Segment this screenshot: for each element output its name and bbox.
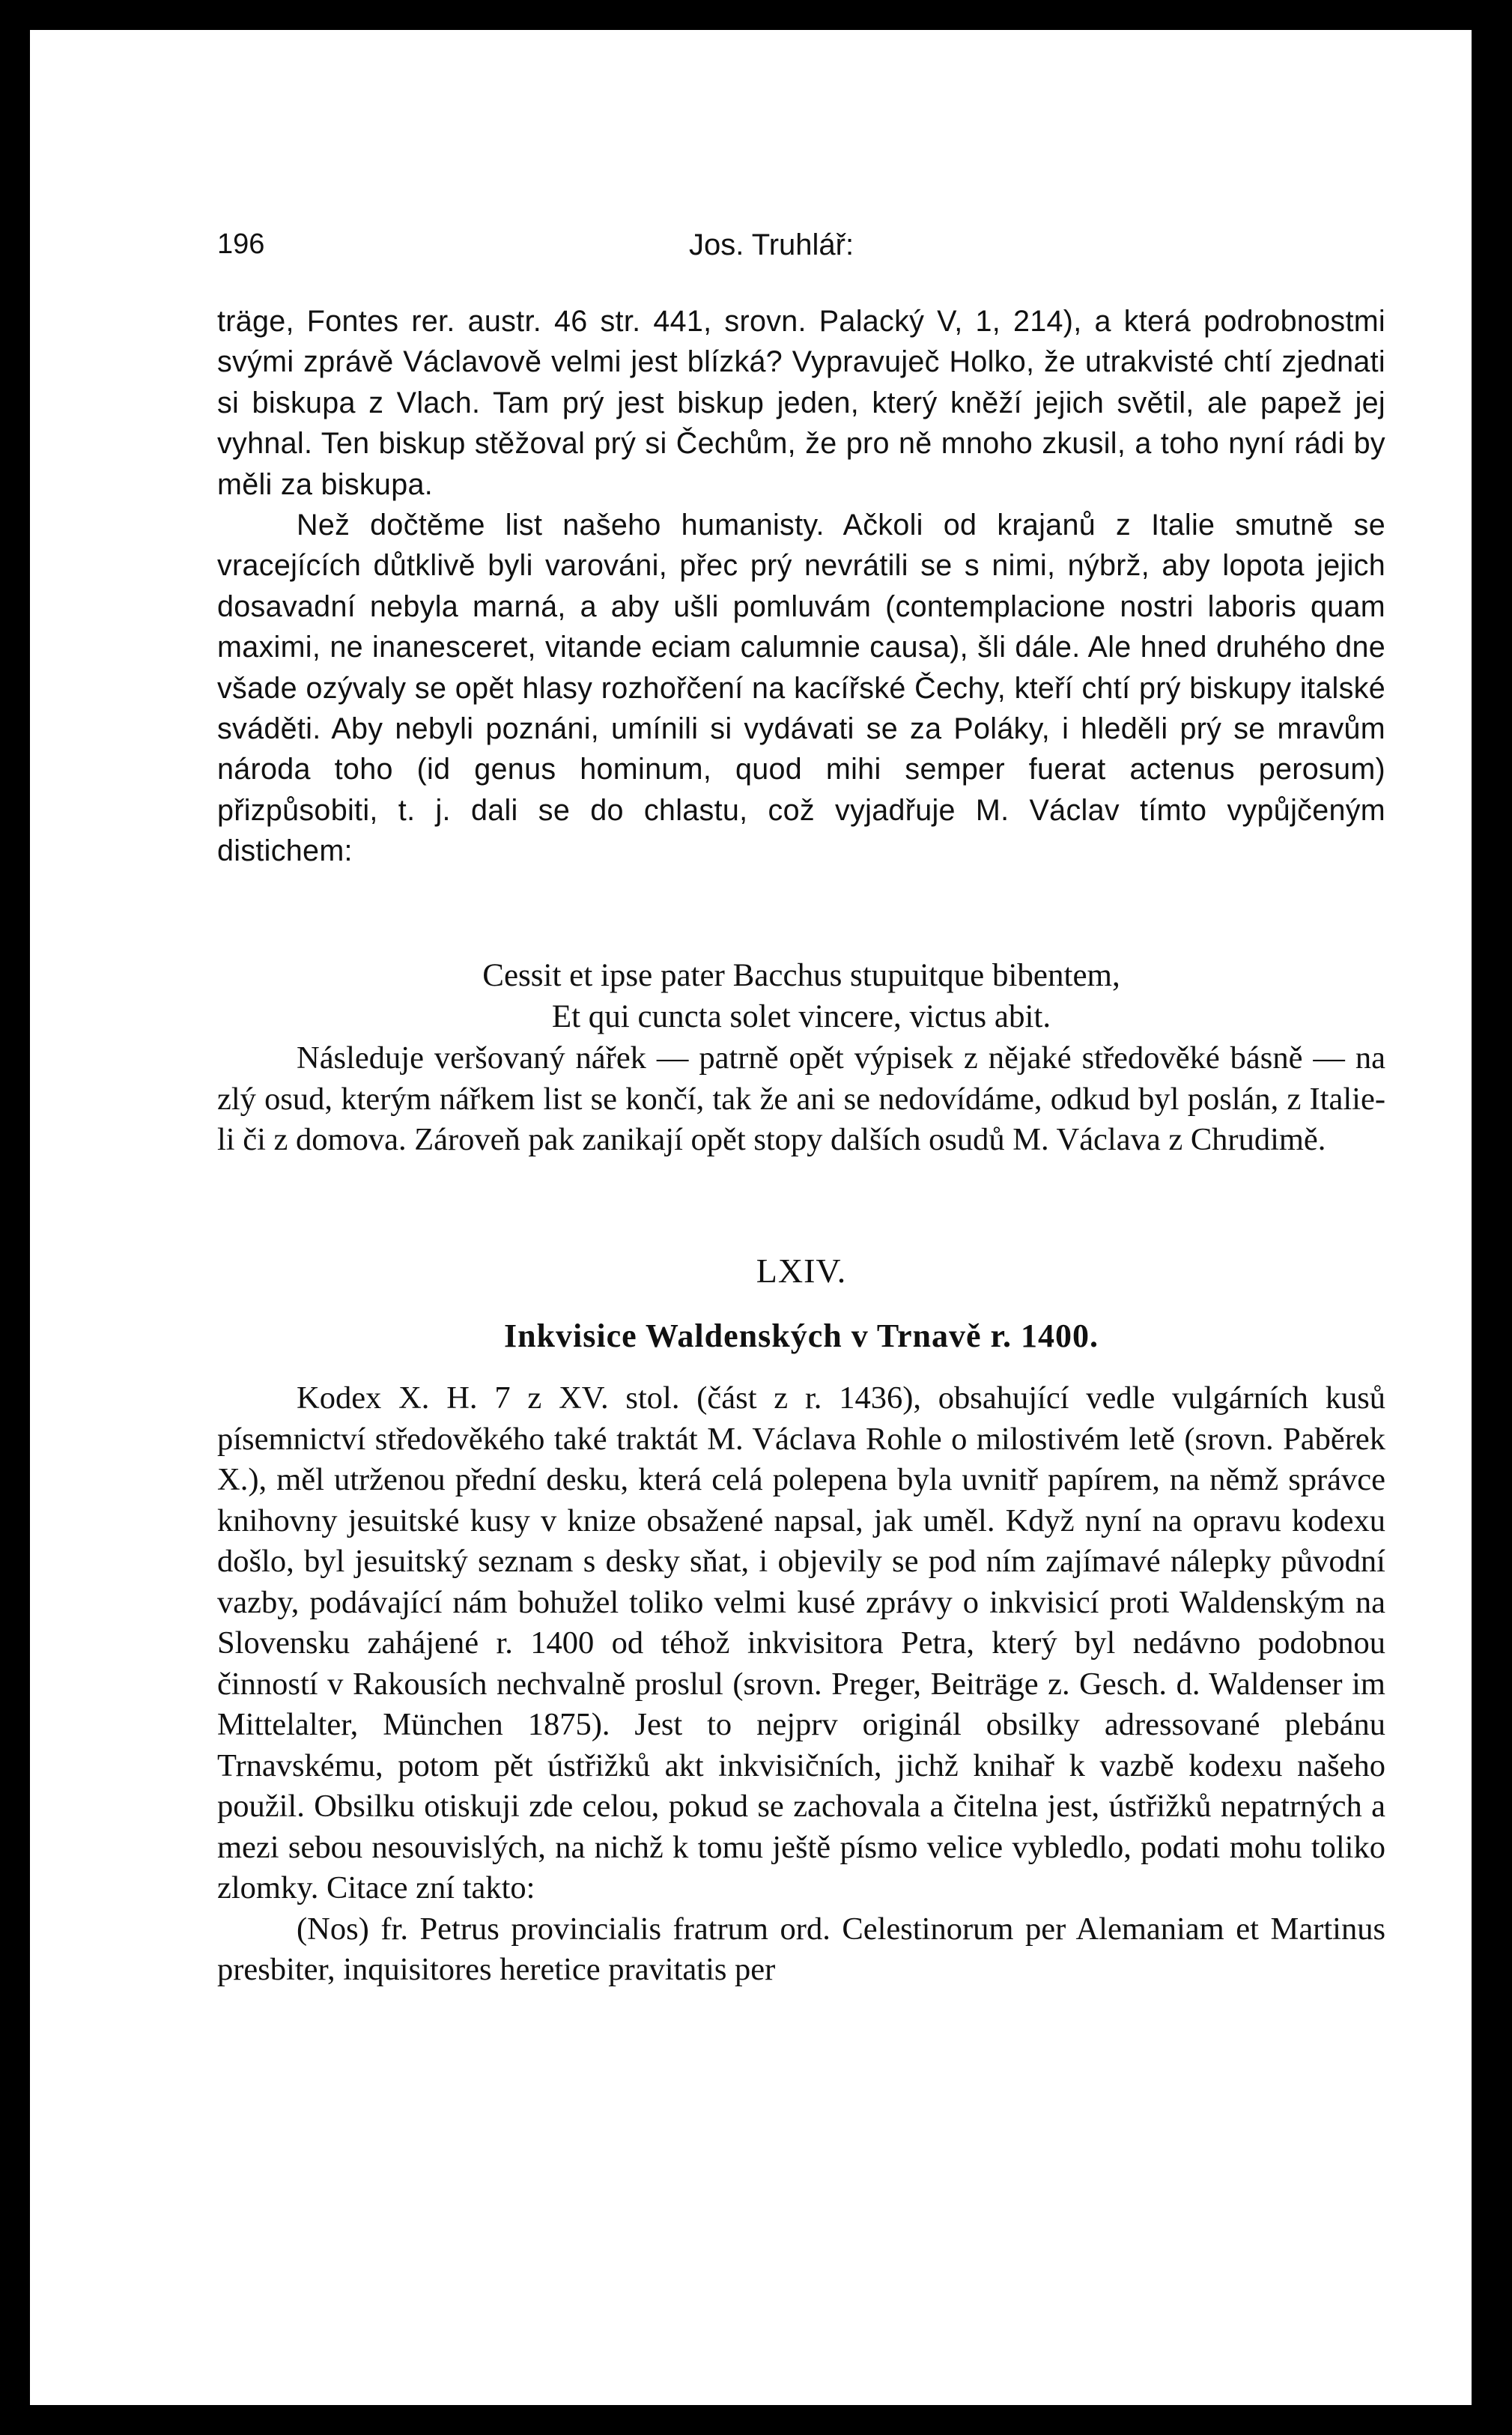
paragraph-humanist-letter: Než dočtěme list našeho humanisty. Ačkoli od krajanů z Italie smutně se vracejících důtklivě byli varováni, přec prý nevrátili se s nimi, nýbrž, aby lopota jejich dosavadní nebyla marná, a aby ušli pomluvám (contemplacione nostri laboris quam maximi, ne inanesceret, vitande eciam calumnie causa), šli dále. Ale hned druhého dne všade ozývaly se opět hlasy rozhořčení na kacířské Čechy, kteří chtí prý biskupy italské sváděti. Aby nebyli poznáni, umínili si vydávati se za Poláky, i hleděli prý se mravům národa toho (id genus hominum, quod mihi semper fuerat actenus perosum) přizpůsobiti, t. j. dali se do chlastu, což vyjadřuje M. Václav tímto vypůjčeným distichem: <box>217 509 1385 868</box>
after-verse-block <box>217 1038 1385 1161</box>
book-page <box>30 30 1472 2405</box>
section-title-block <box>217 1317 1385 1355</box>
top-text-block <box>217 301 1385 872</box>
running-head: Jos. Truhlář: <box>689 228 854 261</box>
paragraph-codex: Kodex X. H. 7 z XV. stol. (část z r. 1436), obsahující vedle vulgárních kusů písemnictví středověkého také traktát M. Václava Rohle o milostivém letě (srovn. Paběrek X.), měl utrženou přední desku, která celá polepena byla uvnitř papírem, na němž správce knihovny jesuitské kusy v knize obsažené napsal, jak uměl. Když nyní na opravu kodexu došlo, byl jesuitský seznam s desky sňat, i objevily se pod ním zajímavé nálepky původní vazby, podávající nám bohužel toliko velmi kusé zprávy o inkvisicí proti Waldenským na Slovensku zahájené r. 1400 od téhož inkvisitora Petra, který byl nedávno podobnou činností v Rakousích nechvalně proslul (srovn. Preger, Beiträge z. Gesch. d. Waldenser im Mittelalter, München 1875). Jest to nejprv originál obsilky adressované plebánu Trnavskému, potom pět ústřižků akt inkvisičních, jichž knihař k vazbě kodexu našeho použil. Obsilku otiskuji zde celou, pokud se zachovala a čitelna jest, ústřižků nepatrných a mezi sebou nesouvislých, na nichž k tomu ještě písmo velice vybledlo, podati mohu toliko zlomky. Citace zní takto: <box>217 1380 1385 1905</box>
section-heading <box>217 1251 1385 1291</box>
paragraph-lament: Následuje veršovaný nářek — patrně opět výpisek z nějaké středověké básně — na zlý osud, kterým nářkem list se končí, tak že ani se nedovídáme, odkud byl poslán, z Italie-li či z domova. Zároveň pak zanikají opět stopy dalších osudů M. Václava z Chrudimě. <box>217 1040 1385 1157</box>
bottom-text-block <box>217 1378 1385 1991</box>
verse-line: Cessit et ipse pater Bacchus stupuitque bibentem, <box>482 958 1120 993</box>
page-header <box>217 228 1378 273</box>
section-title: Inkvisice Waldenských v Trnavě r. 1400. <box>503 1317 1099 1354</box>
section-number: LXIV. <box>756 1252 847 1290</box>
paragraph-citation-start: (Nos) fr. Petrus provincialis fratrum ord. Celestinorum per Alemaniam et Martinus presbiter, inquisitores heretice pravitatis per <box>217 1911 1385 1987</box>
distich <box>217 955 1385 1037</box>
verse-line: Et qui cuncta solet vincere, victus abit. <box>551 999 1051 1034</box>
page-number: 196 <box>217 228 265 260</box>
paragraph-continuation: träge, Fontes rer. austr. 46 str. 441, srovn. Palacký V, 1, 214), a která podrobnostmi svými zprávě Václavově velmi jest blízká? Vypravuječ Holko, že utrakvisté chtí zjednati si biskupa z Vlach. Tam prý jest biskup jeden, který kněží jejich světil, ale papež jej vyhnal. Ten biskup stěžoval prý si Čechům, že pro ně mnoho zkusil, a toho nyní rádi by měli za biskupa. <box>217 305 1385 501</box>
